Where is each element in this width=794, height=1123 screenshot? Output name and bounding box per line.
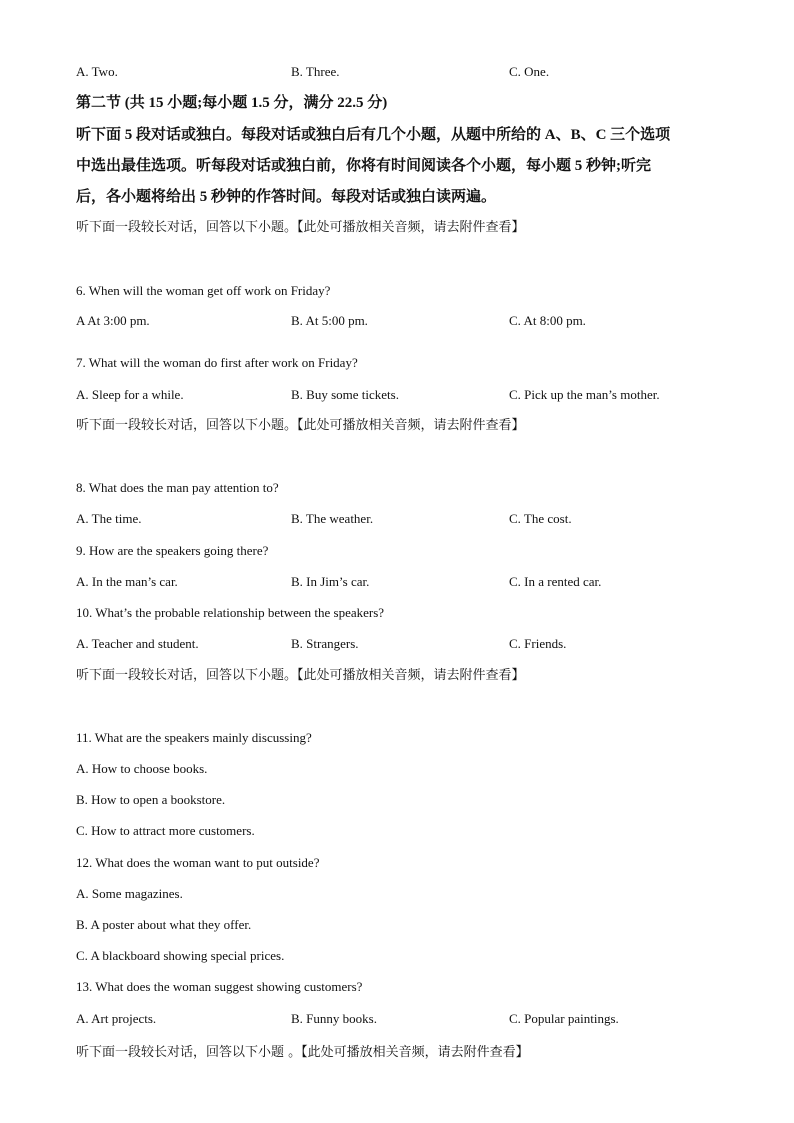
option-c: C. One.: [509, 64, 550, 79]
option-b: B. Buy some tickets.: [291, 387, 399, 402]
option-a: A. Two.: [76, 64, 118, 79]
option-c: C. Pick up the man’s mother.: [509, 387, 660, 402]
dialogue-prompt: 听下面一段较长对话，回答以下小题 。【此处可播放相关音频，请去附件查看】: [76, 1045, 529, 1060]
option-b: B. Three.: [291, 64, 340, 79]
option-a: A. Teacher and student.: [76, 636, 199, 651]
instruction-line: 听下面 5 段对话或独白。每段对话或独白后有几个小题，从题中所给的 A、B、C 三个选项: [76, 127, 671, 143]
option-a: A. Sleep for a while.: [76, 387, 184, 402]
dialogue-prompt: 听下面一段较长对话，回答以下小题。【此处可播放相关音频，请去附件查看】: [76, 668, 525, 683]
option-b: B. At 5:00 pm.: [291, 313, 368, 328]
options-row: [76, 511, 716, 527]
option-a: A. Art projects.: [76, 1011, 157, 1026]
option-c: C. Friends.: [509, 636, 567, 651]
option-a: A. How to choose books.: [76, 761, 208, 776]
option-a: A. The time.: [76, 511, 142, 526]
option-b: B. A poster about what they offer.: [76, 917, 252, 932]
option-c: C. At 8:00 pm.: [509, 313, 586, 328]
option-b: B. The weather.: [291, 511, 374, 526]
option-b: B. Strangers.: [291, 636, 359, 651]
section-heading: 第二节 (共 15 小题;每小题 1.5 分，满分 22.5 分): [76, 95, 388, 111]
dialogue-prompt: 听下面一段较长对话，回答以下小题。【此处可播放相关音频，请去附件查看】: [76, 418, 525, 433]
question-stem: 13. What does the woman suggest showing customers?: [76, 979, 363, 994]
dialogue-prompt: 听下面一段较长对话，回答以下小题。【此处可播放相关音频，请去附件查看】: [76, 220, 525, 235]
options-row: [76, 574, 716, 590]
instruction-line: 中选出最佳选项。听每段对话或独白前，你将有时间阅读各个小题，每小题 5 秒钟;听完: [76, 158, 651, 174]
question-stem: 11. What are the speakers mainly discussing?: [76, 730, 312, 745]
question-stem: 6. When will the woman get off work on Friday?: [76, 283, 331, 298]
option-c: C. How to attract more customers.: [76, 823, 255, 838]
options-row: [76, 1011, 716, 1027]
option-c: C. The cost.: [509, 511, 572, 526]
option-b: B. Funny books.: [291, 1011, 377, 1026]
question-stem: 10. What’s the probable relationship between the speakers?: [76, 605, 385, 620]
question-stem: 9. How are the speakers going there?: [76, 543, 269, 558]
options-row: [76, 313, 716, 329]
option-b: B. In Jim’s car.: [291, 574, 370, 589]
option-a: A. In the man’s car.: [76, 574, 178, 589]
option-c: C. A blackboard showing special prices.: [76, 948, 285, 963]
option-c: C. In a rented car.: [509, 574, 602, 589]
instruction-line: 后，各小题将给出 5 秒钟的作答时间。每段对话或独白读两遍。: [76, 189, 497, 205]
question-stem: 7. What will the woman do first after work on Friday?: [76, 355, 358, 370]
options-row: [76, 64, 716, 80]
options-row: [76, 636, 716, 652]
option-a: A. Some magazines.: [76, 886, 183, 901]
option-b: B. How to open a bookstore.: [76, 792, 226, 807]
question-stem: 12. What does the woman want to put outside?: [76, 855, 320, 870]
options-row: [76, 387, 716, 403]
option-c: C. Popular paintings.: [509, 1011, 619, 1026]
question-stem: 8. What does the man pay attention to?: [76, 480, 279, 495]
option-a: A At 3:00 pm.: [76, 313, 150, 328]
